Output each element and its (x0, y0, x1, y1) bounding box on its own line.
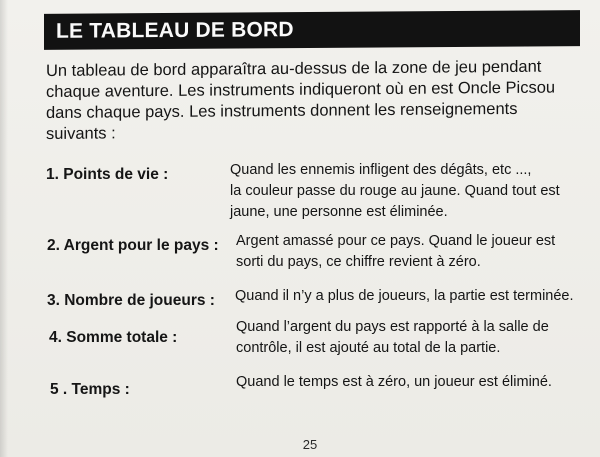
item-desc-nombre-joueurs (235, 286, 590, 307)
section-heading: LE TABLEAU DE BORD (56, 18, 294, 43)
desc-line: Quand les ennemis infligent des dégâts, etc ..., (230, 162, 532, 178)
desc-line: Quand il n’y a plus de joueurs, la partie est terminée. (235, 288, 574, 304)
item-label-points-de-vie: 1. Points de vie : (46, 166, 169, 183)
desc-line: contrôle, il est ajouté au total de la partie. (236, 340, 501, 356)
intro-paragraph: Un tableau de bord apparaîtra au-dessus de la zone de jeu pendant chaque aventure. Les instruments indiqueront où en est Oncle Picsou dans chaque pays. Les instruments donnent les renseignements suivants : (46, 57, 556, 143)
item-desc-temps (236, 372, 591, 393)
page-number: 25 (302, 437, 318, 452)
section-heading-bar (44, 10, 580, 50)
desc-line: la couleur passe du rouge au jaune. Quand tout est (230, 183, 560, 199)
desc-line: Quand l’argent du pays est rapporté à la salle de (236, 319, 549, 335)
item-desc-somme-totale (236, 317, 591, 359)
item-label-temps: 5 . Temps : (50, 381, 130, 398)
item-label-nombre-joueurs: 3. Nombre de joueurs : (47, 292, 215, 309)
desc-line: Argent amassé pour ce pays. Quand le joueur est (236, 233, 556, 249)
item-label-argent-pays: 2. Argent pour le pays : (47, 237, 219, 254)
desc-line: jaune, une personne est éliminée. (230, 204, 448, 220)
page-edge-shadow (0, 0, 8, 457)
desc-line: sorti du pays, ce chiffre revient à zéro. (236, 254, 481, 270)
item-desc-points-de-vie (230, 160, 585, 223)
item-label-somme-totale: 4. Somme totale : (49, 329, 178, 346)
desc-line: Quand le temps est à zéro, un joueur est éliminé. (236, 374, 552, 390)
item-desc-argent-pays (236, 231, 591, 273)
